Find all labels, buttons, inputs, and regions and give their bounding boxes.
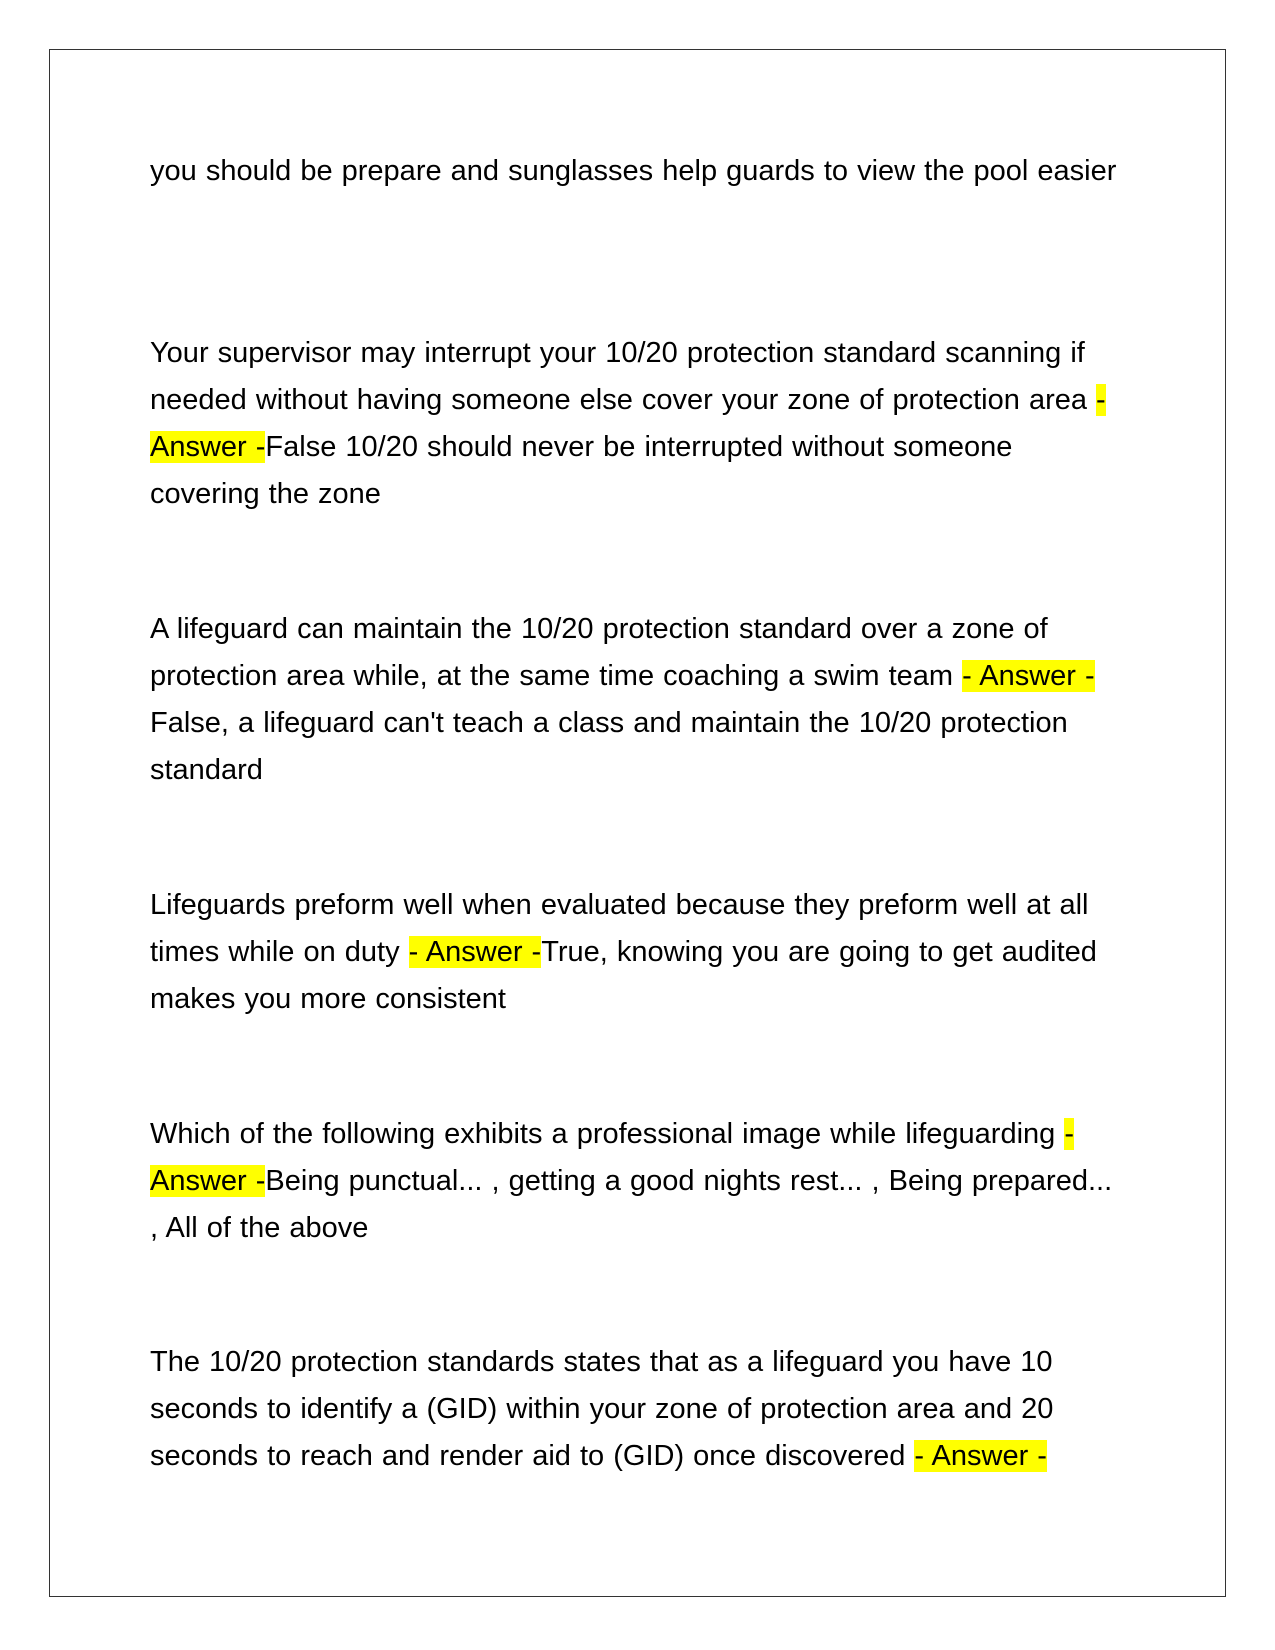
- qa-question: A lifeguard can maintain the 10/20 protection standard over a zone of protection area while, at the same time coaching a swim team: [150, 613, 1048, 692]
- answer-marker: - Answer -: [150, 1118, 1074, 1197]
- qa-block-4: [150, 882, 1125, 1023]
- qa-question: Your supervisor may interrupt your 10/20 protection standard scanning if needed without having someone else cover your zone of protection area: [150, 337, 1097, 416]
- answer-marker: - Answer -: [408, 936, 542, 968]
- qa-answer: False, a lifeguard can't teach a class and maintain the 10/20 protection standard: [150, 707, 1068, 786]
- qa-question: Lifeguards preform well when evaluated because they preform well at all times while on duty: [150, 889, 1089, 968]
- qa-block-6: [150, 1339, 1125, 1480]
- answer-marker: - Answer -: [150, 384, 1106, 463]
- qa-answer: Being punctual... , getting a good nights rest... , Being prepared... , All of the above: [150, 1165, 1113, 1244]
- answer-marker: - Answer -: [914, 1440, 1047, 1472]
- qa-answer: False 10/20 should never be interrupted without someone covering the zone: [150, 431, 1013, 510]
- qa-question: Which of the following exhibits a professional image while lifeguarding: [150, 1118, 1065, 1150]
- qa-block-2: [150, 330, 1125, 518]
- qa-block-5: [150, 1111, 1125, 1252]
- qa-answer: True, knowing you are going to get audited makes you more consistent: [150, 936, 1097, 1015]
- answer-marker: - Answer -: [962, 660, 1095, 692]
- qa-block-3: [150, 606, 1125, 794]
- qa-block-1: [150, 148, 1125, 195]
- qa-question: The 10/20 protection standards states that as a lifeguard you have 10 seconds to identify a (GID) within your zone of protection area and 20 seconds to reach and render aid to (GID) once discovered: [150, 1346, 1054, 1472]
- qa-question: you should be prepare and sunglasses help guards to view the pool easier: [150, 155, 1117, 187]
